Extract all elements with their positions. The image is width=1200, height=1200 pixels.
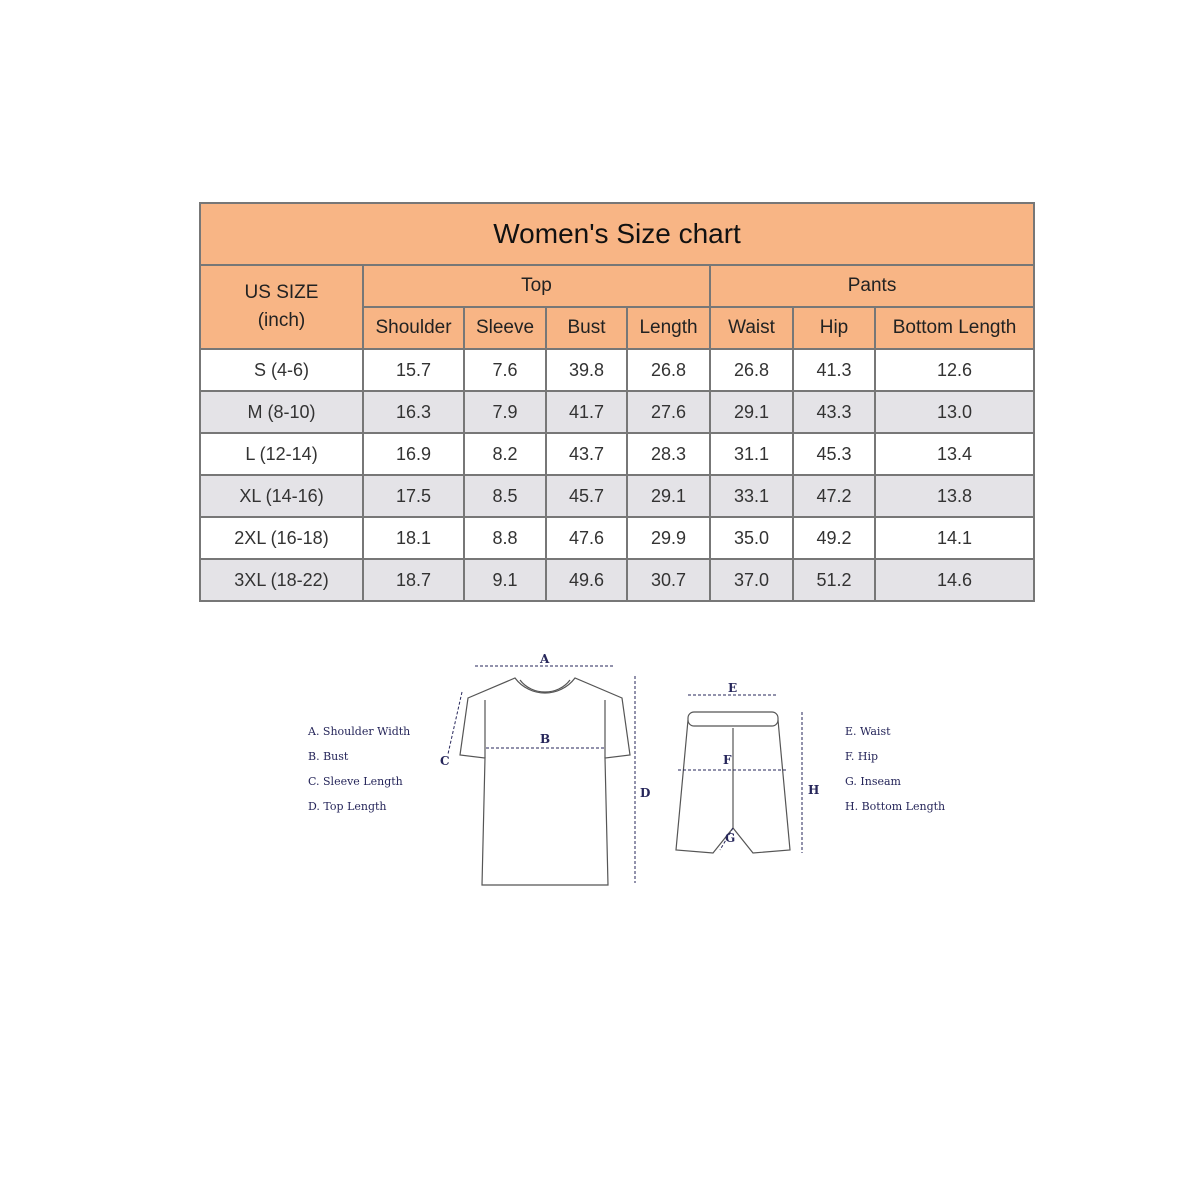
size-cell: 3XL (18-22) (200, 559, 363, 601)
legend-item: B. Bust (308, 750, 349, 763)
value-cell: 35.0 (710, 517, 793, 559)
value-cell: 49.2 (793, 517, 875, 559)
label-e: E (728, 681, 738, 695)
label-g: G (725, 831, 736, 845)
us-size-header (200, 265, 363, 349)
tshirt-sleeve-seam (485, 700, 605, 758)
measurement-diagram (290, 640, 970, 900)
value-cell: 26.8 (710, 349, 793, 391)
column-header: Bust (546, 307, 627, 349)
value-cell: 17.5 (363, 475, 464, 517)
value-cell: 9.1 (464, 559, 546, 601)
top-group-header: Top (363, 265, 710, 307)
value-cell: 26.8 (627, 349, 710, 391)
table-row (200, 517, 1034, 559)
column-header: Shoulder (363, 307, 464, 349)
value-cell: 29.1 (627, 475, 710, 517)
shorts-letter-labels (723, 681, 819, 845)
value-cell: 39.8 (546, 349, 627, 391)
legend-item: C. Sleeve Length (308, 775, 403, 788)
column-header: Length (627, 307, 710, 349)
column-header: Waist (710, 307, 793, 349)
value-cell: 51.2 (793, 559, 875, 601)
value-cell: 18.7 (363, 559, 464, 601)
value-cell: 47.2 (793, 475, 875, 517)
table-row (200, 433, 1034, 475)
value-cell: 45.3 (793, 433, 875, 475)
value-cell: 13.0 (875, 391, 1034, 433)
us-size-label: US SIZE (244, 282, 319, 303)
value-cell: 8.8 (464, 517, 546, 559)
legend-item: D. Top Length (308, 800, 387, 813)
value-cell: 7.6 (464, 349, 546, 391)
size-cell: 2XL (16-18) (200, 517, 363, 559)
size-cell: S (4-6) (200, 349, 363, 391)
value-cell: 12.6 (875, 349, 1034, 391)
chart-title: Women's Size chart (200, 203, 1034, 265)
pants-legend (845, 725, 945, 813)
column-header: Bottom Length (875, 307, 1034, 349)
value-cell: 13.8 (875, 475, 1034, 517)
value-cell: 7.9 (464, 391, 546, 433)
value-cell: 37.0 (710, 559, 793, 601)
legend-item: F. Hip (845, 750, 879, 763)
value-cell: 14.1 (875, 517, 1034, 559)
legend-item: A. Shoulder Width (308, 725, 411, 738)
table-row (200, 559, 1034, 601)
top-legend (307, 725, 410, 813)
value-cell: 28.3 (627, 433, 710, 475)
pants-group-header: Pants (710, 265, 1034, 307)
label-b: B (540, 732, 551, 746)
label-c: C (440, 754, 450, 768)
column-header: Hip (793, 307, 875, 349)
shorts-waistband (688, 712, 778, 726)
value-cell: 16.9 (363, 433, 464, 475)
value-cell: 27.6 (627, 391, 710, 433)
value-cell: 45.7 (546, 475, 627, 517)
value-cell: 41.3 (793, 349, 875, 391)
value-cell: 30.7 (627, 559, 710, 601)
value-cell: 8.2 (464, 433, 546, 475)
tshirt-letter-labels (440, 652, 650, 800)
label-h: H (808, 783, 820, 797)
size-cell: XL (14-16) (200, 475, 363, 517)
table-row (200, 475, 1034, 517)
us-size-unit: (inch) (257, 310, 306, 331)
value-cell: 18.1 (363, 517, 464, 559)
label-a: A (540, 652, 550, 666)
label-d: D (640, 786, 651, 800)
size-cell: M (8-10) (200, 391, 363, 433)
value-cell: 29.1 (710, 391, 793, 433)
value-cell: 49.6 (546, 559, 627, 601)
column-header: Sleeve (464, 307, 546, 349)
value-cell: 13.4 (875, 433, 1034, 475)
value-cell: 43.7 (546, 433, 627, 475)
value-cell: 47.6 (546, 517, 627, 559)
sleeve-measure-line (448, 692, 462, 754)
value-cell: 14.6 (875, 559, 1034, 601)
value-cell: 8.5 (464, 475, 546, 517)
size-cell: L (12-14) (200, 433, 363, 475)
value-cell: 29.9 (627, 517, 710, 559)
value-cell: 31.1 (710, 433, 793, 475)
label-f: F (723, 753, 732, 767)
tshirt-collar (520, 680, 570, 692)
value-cell: 41.7 (546, 391, 627, 433)
table-row (200, 349, 1034, 391)
size-chart-table (199, 202, 1035, 602)
tshirt-illustration (460, 678, 630, 885)
legend-item: H. Bottom Length (845, 800, 946, 813)
value-cell: 33.1 (710, 475, 793, 517)
value-cell: 43.3 (793, 391, 875, 433)
value-cell: 15.7 (363, 349, 464, 391)
value-cell: 16.3 (363, 391, 464, 433)
table-row (200, 391, 1034, 433)
legend-item: G. Inseam (845, 775, 901, 788)
legend-item: E. Waist (845, 725, 891, 738)
